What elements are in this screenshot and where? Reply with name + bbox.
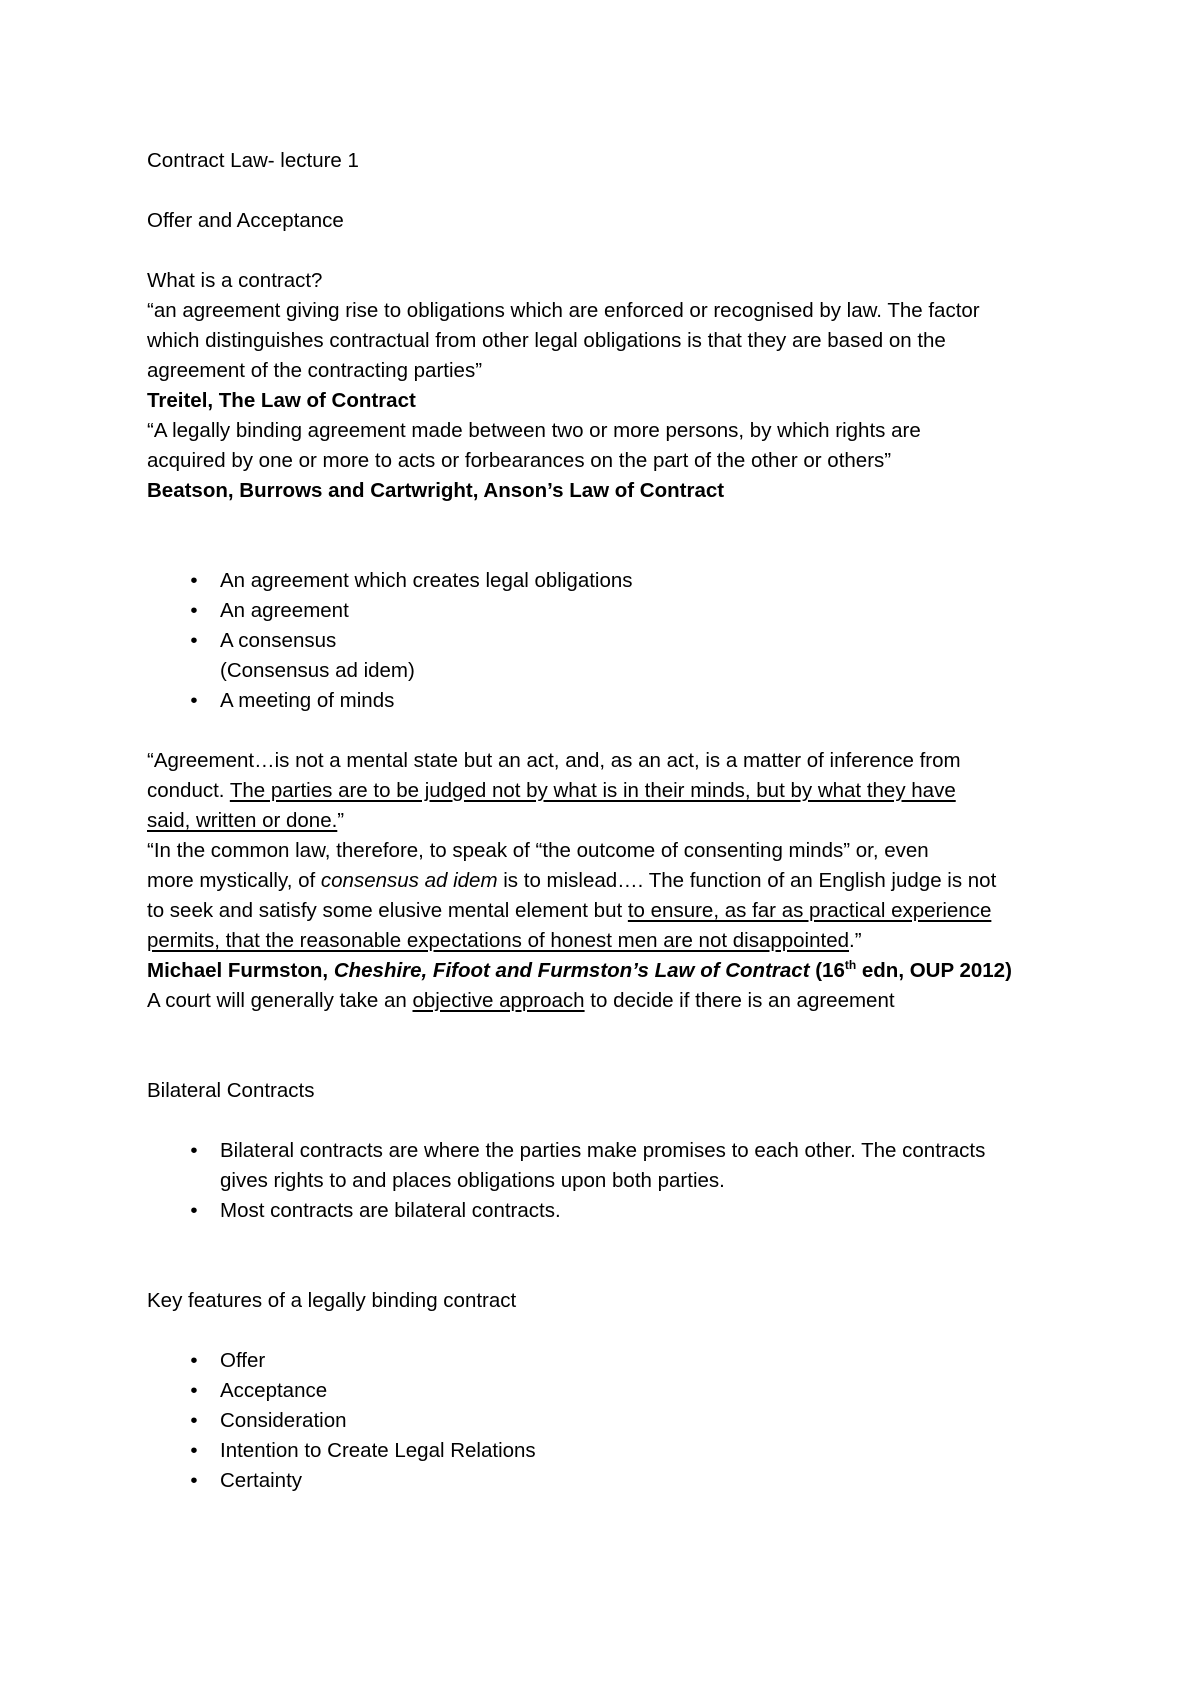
furmston-quote-line: permits, that the reasonable expectations of honest men are not disappointed.”: [147, 929, 862, 952]
section-heading-offer-acceptance: Offer and Acceptance: [147, 209, 344, 232]
treitel-source: Treitel, The Law of Contract: [147, 389, 416, 412]
bilateral-bullet-list: [147, 1136, 1067, 1226]
list-item: • Intention to Create Legal Relations: [147, 1436, 1067, 1466]
key-features-bullet-list: [147, 1346, 1067, 1496]
document-body: [147, 146, 1067, 1496]
furmston-quote-line: “In the common law, therefore, to speak of “the outcome of consenting minds” or, even: [147, 839, 929, 862]
list-item: • A meeting of minds: [147, 686, 1067, 716]
list-item: • Most contracts are bilateral contracts.: [147, 1196, 1067, 1226]
list-item: • A consensus: [147, 626, 1067, 656]
objective-approach-line: A court will generally take an objective approach to decide if there is an agreement: [147, 989, 895, 1012]
list-item: • Certainty: [147, 1466, 1067, 1496]
list-item: • An agreement: [147, 596, 1067, 626]
list-item: • An agreement which creates legal obligations: [147, 566, 1067, 596]
section-heading-bilateral: Bilateral Contracts: [147, 1079, 315, 1102]
bullet-icon: •: [190, 1469, 198, 1492]
list-item: • Acceptance: [147, 1376, 1067, 1406]
bullet-icon: •: [190, 1379, 198, 1402]
treitel-quote-line: agreement of the contracting parties”: [147, 359, 483, 382]
list-item-continuation: (Consensus ad idem): [220, 659, 415, 682]
furmston-quote-line: said, written or done.”: [147, 809, 345, 832]
bullet-icon: •: [190, 1439, 198, 1462]
list-item: • Bilateral contracts are where the parties make promises to each other. The contracts: [147, 1136, 1067, 1166]
anson-quote-line: “A legally binding agreement made between two or more persons, by which rights are: [147, 419, 921, 442]
furmston-quote-line: more mystically, of consensus ad idem is to mislead…. The function of an English judge is not: [147, 869, 997, 892]
bullet-icon: •: [190, 569, 198, 592]
anson-source: Beatson, Burrows and Cartwright, Anson’s Law of Contract: [147, 479, 725, 502]
bullet-icon: •: [190, 599, 198, 622]
treitel-quote-line: which distinguishes contractual from other legal obligations is that they are based on the: [147, 329, 946, 352]
bullet-icon: •: [190, 689, 198, 712]
agreement-bullet-list: [147, 566, 1067, 716]
furmston-citation: Michael Furmston, Cheshire, Fifoot and Furmston’s Law of Contract (16th edn, OUP 2012): [147, 958, 1012, 982]
section-heading-key-features: Key features of a legally binding contract: [147, 1289, 517, 1312]
bullet-icon: •: [190, 629, 198, 652]
furmston-quote-line: “Agreement…is not a mental state but an act, and, as an act, is a matter of inference from: [147, 749, 961, 772]
document-title: Contract Law- lecture 1: [147, 149, 359, 172]
furmston-quote-line: conduct. The parties are to be judged not by what is in their minds, but by what they have: [147, 779, 956, 802]
list-item: • Offer: [147, 1346, 1067, 1376]
anson-quote-line: acquired by one or more to acts or forbearances on the part of the other or others”: [147, 449, 892, 472]
list-item-continuation: gives rights to and places obligations upon both parties.: [220, 1169, 725, 1192]
bullet-icon: •: [190, 1409, 198, 1432]
bullet-icon: •: [190, 1349, 198, 1372]
question-heading: What is a contract?: [147, 269, 323, 292]
bullet-icon: •: [190, 1199, 198, 1222]
treitel-quote-line: “an agreement giving rise to obligations which are enforced or recognised by law. The factor: [147, 299, 980, 322]
list-item: • Consideration: [147, 1406, 1067, 1436]
bullet-icon: •: [190, 1139, 198, 1162]
furmston-quote-line: to seek and satisfy some elusive mental element but to ensure, as far as practical experience: [147, 899, 992, 922]
